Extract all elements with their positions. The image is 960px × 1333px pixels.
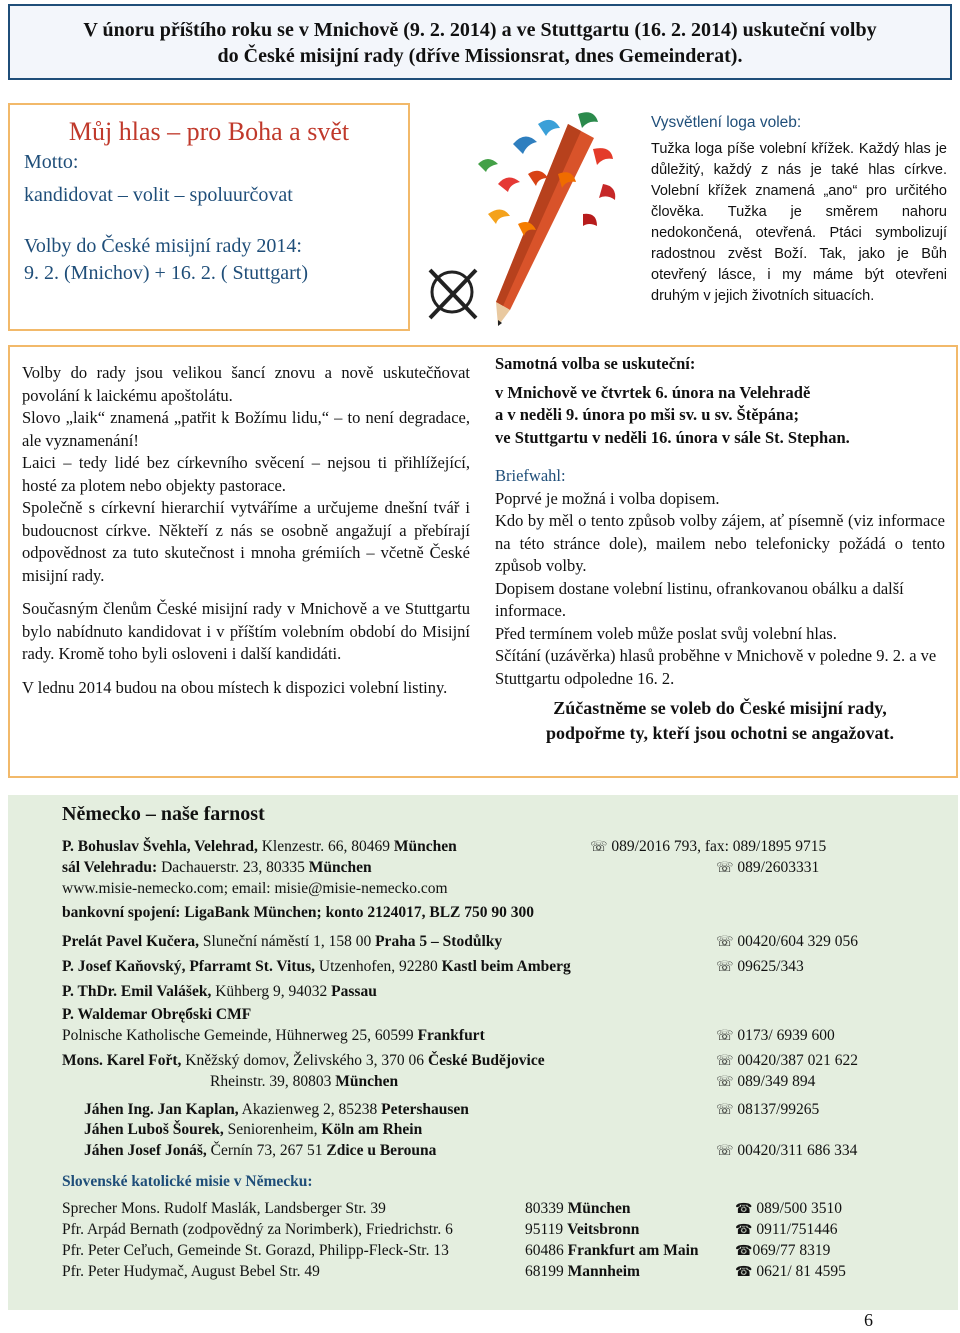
- motto-box: [8, 103, 410, 331]
- contact-phone: ☏ 00420/387 021 622: [716, 1052, 858, 1069]
- contact-phone: ☏ 00420/604 329 056: [716, 933, 858, 950]
- phone-icon: ☎: [735, 1264, 753, 1280]
- election-munich-1: v Mnichově ve čtvrtek 6. února na Velehradě: [495, 382, 811, 402]
- slovak-missions-title: Slovenské katolické misie v Německu:: [62, 1173, 313, 1190]
- phone-icon: ☏: [716, 1102, 734, 1118]
- contact-row: P. ThDr. Emil Valášek, Kühberg 9, 94032 Passau: [62, 983, 377, 1000]
- slovak-row: Sprecher Mons. Rudolf Maslák, Landsberger Str. 39: [62, 1200, 386, 1217]
- contact-phone: ☏ 089/349 894: [716, 1073, 816, 1090]
- phone-icon: ☏: [716, 934, 734, 950]
- logo-explanation: [651, 112, 947, 307]
- briefwahl-p1: Poprvé je možná i volba dopisem.: [495, 488, 720, 508]
- paragraph-5: Současným členům České misijní rady v Mnichově a ve Stuttgartu bylo nabídnuto kandidovat i v příštím volebním období do Misijní rady. Kromě toho byli osloveni i další kandidáti.: [22, 599, 470, 663]
- right-column: [495, 353, 945, 746]
- contacts-title: Německo – naše farnost: [62, 803, 265, 825]
- phone-icon: ☎: [735, 1222, 753, 1238]
- elections-title: Volby do České misijní rady 2014:: [24, 235, 302, 257]
- contact-row: Mons. Karel Fořt, Kněžský domov, Želivského 3, 370 06 České Budějovice: [62, 1052, 545, 1069]
- elections-dates: 9. 2. (Mnichov) + 16. 2. ( Stuttgart): [24, 262, 309, 284]
- motto-title: Můj hlas – pro Boha a svět: [68, 117, 350, 146]
- slovak-phone: ☎ 0911/751446: [735, 1221, 838, 1238]
- election-stuttgart: ve Stuttgartu v neděli 16. února v sále St. Stephan.: [495, 427, 850, 447]
- page-number: 6: [864, 1310, 873, 1330]
- contact-phone: ☏ 0173/ 6939 600: [716, 1027, 835, 1044]
- slovak-row: Pfr. Peter Hudymač, August Bebel Str. 49: [62, 1263, 320, 1280]
- left-column: [22, 362, 470, 699]
- election-logo-illustration: [418, 104, 636, 332]
- briefwahl-heading: Briefwahl:: [495, 466, 566, 485]
- phone-icon: ☏: [716, 860, 734, 876]
- contact-phone: ☏ 089/2016 793, fax: 089/1895 9715: [590, 838, 827, 855]
- contact-phone: ☏ 089/2603331: [716, 859, 820, 876]
- briefwahl-p4: Před termínem voleb může poslat svůj volební hlas.: [495, 623, 837, 643]
- banner-line-2: do České misijní rady (dříve Missionsrat, dnes Gemeinderat).: [217, 45, 743, 67]
- slovak-phone: ☎ 089/500 3510: [735, 1200, 843, 1217]
- paragraph-6: V lednu 2014 budou na obou místech k dispozici volební listiny.: [22, 677, 448, 697]
- contact-row: Jáhen Ing. Jan Kaplan, Akazienweg 2, 85238 Petershausen: [84, 1101, 469, 1118]
- slovak-city: 80339 München: [525, 1200, 631, 1217]
- phone-icon: ☏: [716, 1074, 734, 1090]
- slovak-city: 60486 Frankfurt am Main: [525, 1242, 699, 1259]
- paragraph-2: Slovo „laik“ znamená „patřit k Božímu lidu,“ – to není degradace, ale vyznamenání!: [22, 408, 470, 450]
- slovak-phone: ☎069/77 8319: [735, 1242, 831, 1259]
- paragraph-3: Laici – tedy lidé bez církevního svěcení – nejsou ti přihlížející, hosté za plotem nebo objekty pastorace.: [22, 453, 470, 495]
- contact-row: P. Bohuslav Švehla, Velehrad, Klenzestr. 66, 80469 München: [62, 838, 457, 855]
- paragraph-1: [22, 362, 470, 407]
- paragraph-1-lead: Volby do rady: [22, 363, 126, 382]
- slovak-phone: ☎ 0621/ 81 4595: [735, 1263, 846, 1280]
- banner-line-1: V únoru příštího roku se v Mnichově (9. 2. 2014) a ve Stuttgartu (16. 2. 2014) uskuteční volby: [83, 19, 877, 41]
- briefwahl-p5: Sčítání (uzávěrka) hlasů proběhne v Mnichově v poledne 9. 2. a ve Stuttgartu odpoledne 16. 2.: [495, 646, 937, 688]
- slovak-city: 68199 Mannheim: [525, 1263, 640, 1280]
- contact-row: P. Josef Kaňovský, Pfarramt St. Vitus, Utzenhofen, 92280 Kastl beim Amberg: [62, 958, 571, 975]
- slovak-row: Pfr. Arpád Bernath (zodpovědný za Norimberk), Friedrichstr. 6: [62, 1221, 453, 1238]
- contact-row: Polnische Katholische Gemeinde, Hühnerweg 25, 60599 Frankfurt: [62, 1027, 485, 1044]
- slovak-city: 95119 Veitsbronn: [525, 1221, 640, 1238]
- contact-bank: bankovní spojení: LigaBank München; konto 2124017, BLZ 750 90 300: [62, 904, 534, 921]
- phone-icon: ☎: [735, 1201, 753, 1217]
- contact-row: P. Waldemar Obręбski CMF: [62, 1006, 252, 1023]
- contact-row: Jáhen Josef Jonáš, Černín 73, 267 51 Zdice u Berouna: [84, 1142, 437, 1159]
- ballot-cross-icon: [430, 270, 476, 318]
- phone-icon: ☏: [590, 839, 608, 855]
- contact-phone: ☏ 08137/99265: [716, 1101, 820, 1118]
- contact-row: sál Velehradu: Dachauerstr. 23, 80335 München: [62, 859, 372, 876]
- closing-line-2: podpořme ty, kteří jsou ochotni se angažovat.: [546, 723, 894, 743]
- slovak-row: Pfr. Peter Ceľuch, Gemeinde St. Gorazd, Philipp-Fleck-Str. 13: [62, 1242, 449, 1259]
- contact-row: Prelát Pavel Kučera, Sluneční náměstí 1, 158 00 Praha 5 – Stodůlky: [62, 933, 503, 950]
- phone-icon: ☎: [735, 1243, 753, 1259]
- motto-slogan: kandidovat – volit – spoluurčovat: [24, 184, 293, 206]
- election-munich-2: a v neděli 9. února po mši sv. u sv. Štěpána;: [495, 405, 799, 424]
- contact-row: Rheinstr. 39, 80803 München: [210, 1073, 399, 1090]
- header-banner: [8, 4, 952, 80]
- contact-phone: ☏ 09625/343: [716, 958, 804, 975]
- logo-explanation-text: Tužka loga píše volební křížek. Každý hlas je důležitý, každý z nás je také hlas církve. Volební křížek znamená „ano“ pro určitého člověka. Tužka je směrem nahoru nedokončená, otevřená. Ptáci symbolizují radostnou zvěst Boží. Tak, jako je Bůh otevřený lásce, i my máme být otevřeni druhým v jejich životních situacích.: [651, 141, 947, 304]
- paragraph-1-text: jsou velikou šancí znovu a nově uskutečňovat povolání k laickému apoštolátu.: [22, 363, 470, 405]
- election-dates-heading: Samotná volba se uskuteční:: [495, 354, 696, 373]
- phone-icon: ☏: [716, 1143, 734, 1159]
- closing-line-1: Zúčastněme se voleb do České misijní rady,: [553, 698, 887, 718]
- logo-explanation-heading: Vysvětlení loga voleb:: [651, 114, 802, 131]
- contact-web: www.misie-nemecko.com; email: misie@misie-nemecko.com: [62, 880, 448, 897]
- contact-phone: ☏ 00420/311 686 334: [716, 1142, 858, 1159]
- contact-row: Jáhen Luboš Šourek, Seniorenheim, Köln am Rhein: [84, 1121, 423, 1138]
- briefwahl-p2: Kdo by měl o tento způsob volby zájem, ať písemně (viz informace na této stránce dole), mailem nebo telefonicky požádá o tento způsob volby.: [495, 511, 945, 575]
- motto-label: Motto:: [24, 151, 79, 173]
- phone-icon: ☏: [716, 1028, 734, 1044]
- phone-icon: ☏: [716, 959, 734, 975]
- paragraph-4: Společně s církevní hierarchií vytváříme a určujeme dnešní tvář i budoucnost církve. Někteří z nás se osobně angažují a přebírají odpovědnost za tuto skutečnost i mnoha grémiích – včetně České misijní rady.: [22, 498, 470, 585]
- briefwahl-p3: Dopisem dostane volební listinu, ofrankovanou obálku a další informace.: [495, 578, 904, 620]
- phone-icon: ☏: [716, 1053, 734, 1069]
